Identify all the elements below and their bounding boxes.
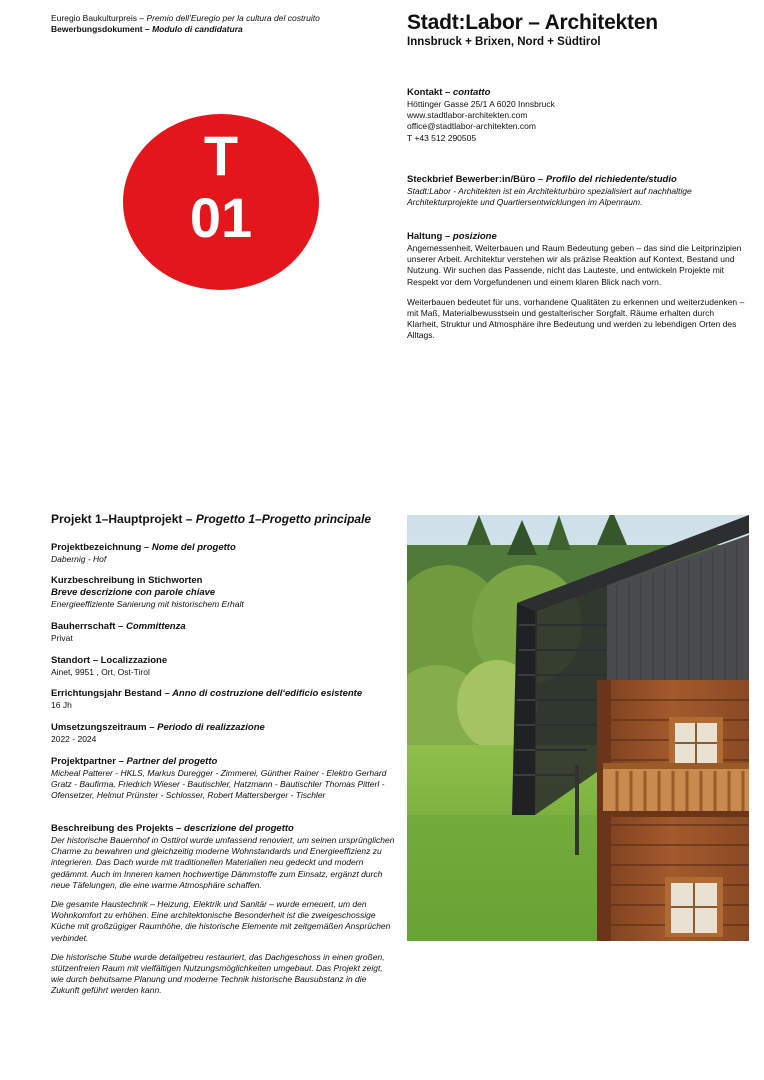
project-location-field: Standort – Localizzazione Ainet, 9951 , Ort, Ost-Tirol — [51, 655, 396, 678]
project-name-field: Projektbezeichnung – Nome del progetto Dabernig - Hof — [51, 542, 396, 565]
office-header — [407, 11, 747, 49]
project-name-value: Dabernig - Hof — [51, 554, 107, 564]
profile-section — [407, 174, 747, 208]
badge-letter: T — [203, 124, 239, 187]
project-description-paragraph: Die gesamte Haustechnik – Heizung, Elektrik und Sanitär – wurde erneuert, um den Wohnkomfort zu erhöhen. Eine architektonische Besonderheit ist die zweigeschossige Küche mit großzügiger Raumhöhe, die historische Elemente mit zeitgemäßen Ansprüchen verbindet. — [51, 899, 391, 943]
category-badge — [123, 114, 319, 290]
project-description-paragraph: Der historische Bauernhof in Osttirol wurde umfassend renoviert, um seinen ursprünglichen Charme zu bewahren und gleichzeitig moderne Wohnstandards und Energieeffizienz zu integrieren. Das Dach wurde mit traditionellen Materialien neu gedeckt und modern gedämmt. Auch im Inneren kamen hochwertige Dämmstoffe zum Einsatz, ergänzt durch neue Täfelungen, die eine warme Atmosphäre schaffen. — [51, 835, 395, 890]
office-location: Innsbruck + Brixen, Nord + Südtirol — [407, 36, 601, 48]
office-name: Stadt:Labor – Architekten — [407, 11, 658, 34]
project-description-field: Beschreibung des Projekts – descrizione del progetto Der historische Bauernhof in Osttirol wurde umfassend renoviert, um seinen ursprünglichen Charme zu bewahren und gleichzeitig moderne Wohnstandards und Energieeffizienz zu integrieren. Das Dach wurde mit traditionellen Materialien neu gedeckt und modern gedämmt. Auch im Inneren kamen hochwertige Dämmstoffe zum Einsatz, ergänzt durch neue Täfelungen, die eine warme Atmosphäre schaffen. Die gesamte Haustechnik – Heizung, Elektrik und Sanitär – wurde erneuert, um den Wohnkomfort zu erhöhen. Eine architektonische Besonderheit ist die zweigeschossige Küche mit großzügiger Raumhöhe, die historische Elemente mit zeitgemäßen Ansprüchen verbindet. Die historische Stube wurde detailgetreu restauriert, das Dachgeschoss in einen großen, stützenfreien Raum mit vielfältigen Nutzungsmöglichkeiten umgebaut. Das Projekt zeigt, wie durch behutsame Planung und moderne Technik historische Bausubstanz in die Zukunft geführt werden kann. — [51, 823, 395, 996]
position-paragraph-2: Weiterbauen bedeutet für uns, vorhandene Qualitäten zu erkennen und weiterzudenken – mit Maß, Materialbewusstsein und gestalterischer Sorgfalt. Räume erhalten durch Klarheit, Struktur und Atmosphäre ihre Bedeutung und werden zu lebendigen Orten des Alltags. — [407, 296, 745, 341]
profile-title: Steckbrief Bewerber:in/Büro – Profilo del richiedente/studio — [407, 174, 677, 185]
project-photo — [407, 515, 749, 941]
document-header — [51, 13, 391, 35]
project-description-paragraph: Die historische Stube wurde detailgetreu restauriert, das Dachgeschoss in einen großen, stützenfreien Raum mit vielfältigen Nutzungsmöglichkeiten umgebaut. Das Projekt zeigt, wie durch behutsame Planung und moderne Technik historische Bausubstanz in die Zukunft geführt werden kann. — [51, 951, 385, 996]
project-year-value: 16 Jh — [51, 700, 72, 710]
badge-number: 01 — [189, 186, 253, 249]
project-period-value: 2022 - 2024 — [51, 734, 97, 744]
project-year-field: Errichtungsjahr Bestand – Anno di costruzione dell‘edificio esistente 16 Jh — [51, 688, 396, 711]
project-partners-value: Micheal Patterer - HKLS, Markus Duregger - Zimmerei, Günther Rainer - Elektro Gerhard Gratz - Baufirma, Friedrich Wieser - Bautischler, Hatzmann - Bautischler Thomas Pitterl - Ofensetzer, Helmut Prünster - Schlosser, Robert Mattersberger - Tischler — [51, 768, 387, 800]
header-line-prize: Euregio Baukulturpreis – Premio dell’Euregio per la cultura del costruito — [51, 13, 320, 23]
position-paragraph-1: Angemessenheit, Weiterbauen und Raum Bedeutung geben – das sind die Leitprinzipien unserer Arbeit. Architektur verstehen wir als präzise Reaktion auf Kontext, Bestand und Nutzung. Wir suchen das Passende, nicht das Lauteste, und entwickeln Projekte mit Respekt vor dem Vorgefundenen und einem klaren Blick nach vorn. — [407, 243, 742, 287]
header-line-application: Bewerbungsdokument – Modulo di candidatura — [51, 24, 243, 34]
project-location-value: Ainet, 9951 , Ort, Ost-Tirol — [51, 667, 150, 677]
profile-text: Stadt:Labor - Architekten ist ein Architekturbüro spezialisiert auf nachhaltige Architekturprojekte und Quartiersentwicklungen im Alpenraum. — [407, 186, 692, 208]
contact-section — [407, 87, 747, 144]
position-title: Haltung – posizione — [407, 231, 497, 242]
project-title: Projekt 1–Hauptprojekt – Progetto 1–Progetto principale — [51, 512, 372, 526]
contact-title: Kontakt – contatto — [407, 87, 491, 98]
position-section — [407, 231, 747, 342]
project-keywords-field: Kurzbeschreibung in Stichworten Breve descrizione con parole chiave Energieeffiziente Sanierung mit historischem Erhalt — [51, 575, 396, 610]
project-client-value: Privat — [51, 633, 73, 643]
contact-web-link[interactable]: www.stadtlabor-architekten.com — [407, 110, 528, 121]
project-period-field: Umsetzungszeitraum – Periodo di realizzazione 2022 - 2024 — [51, 722, 396, 745]
contact-address: Höttinger Gasse 25/1 A 6020 Innsbruck — [407, 99, 555, 109]
contact-email-link[interactable]: office@stadtlabor-architekten.com — [407, 121, 536, 132]
project-keywords-value: Energieeffiziente Sanierung mit historischem Erhalt — [51, 599, 244, 609]
project-partners-field: Projektpartner – Partner del progetto Micheal Patterer - HKLS, Markus Duregger - Zimmerei, Günther Rainer - Elektro Gerhard Gratz - Baufirma, Friedrich Wieser - Bautischler, Hatzmann - Bautischler Thomas Pitterl - Ofensetzer, Helmut Prünster - Schlosser, Robert Mattersberger - Tischler — [51, 756, 396, 801]
project-client-field: Bauherrschaft – Committenza Privat — [51, 621, 396, 644]
contact-phone: T +43 512 290505 — [407, 132, 477, 143]
